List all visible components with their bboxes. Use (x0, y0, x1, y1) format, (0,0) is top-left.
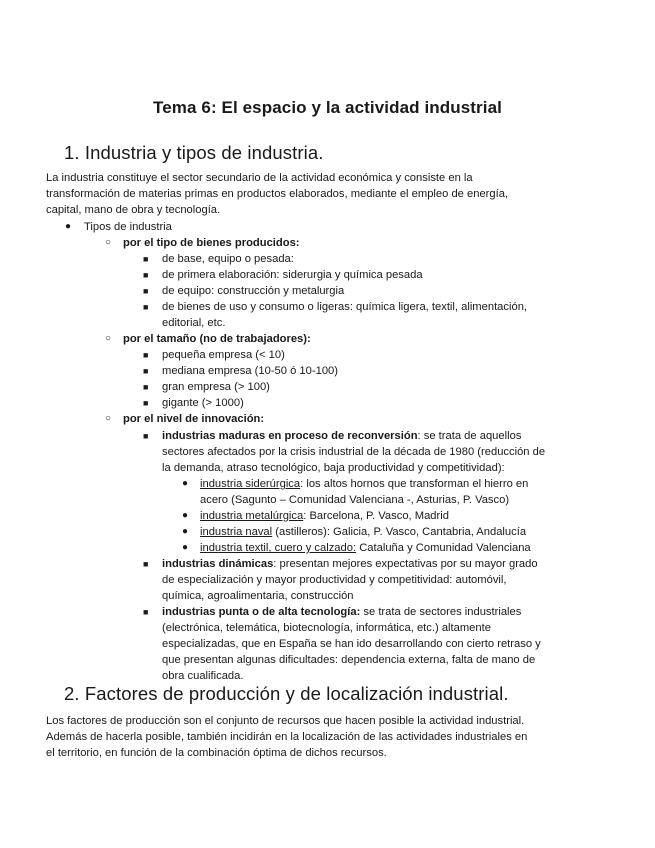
list-item-mature (162, 428, 521, 444)
list-item: de primera elaboración: siderurgia y química pesada (162, 269, 423, 281)
list-item-metalurgica (200, 508, 449, 524)
bullet-circle-icon: ○ (105, 413, 112, 424)
list-item-continuation: que presentan algunas dificultades: dependencia externa, falta de mano de (162, 654, 536, 666)
industry-detail: (astilleros): Galicia, P. Vasco, Cantabria, Andalucía (272, 526, 527, 538)
list-item-tipos: Tipos de industria (84, 221, 172, 233)
list-item-continuation: la demanda, atraso tecnológico, baja productividad y competitividad): (162, 462, 505, 474)
list-item-siderurgica (200, 476, 528, 492)
bullet-disc-icon: ● (65, 221, 72, 232)
bullet-disc-icon: ● (182, 510, 189, 521)
list-item: mediana empresa (10-50 ó 10-100) (162, 365, 338, 377)
intro-line: Además de hacerla posible, también incidirán en la localización de las actividades industriales en (46, 731, 528, 744)
list-item-by-goods: por el tipo de bienes producidos: (123, 237, 300, 249)
industry-name: industria metalúrgica (200, 510, 304, 522)
bullet-square-icon: ■ (143, 382, 149, 392)
intro-line: el territorio, en función de la combinación óptima de dichos recursos. (46, 747, 387, 760)
intro-line: Los factores de producción son el conjunto de recursos que hacen posible la actividad industrial. (46, 715, 525, 727)
bullet-disc-icon: ● (182, 542, 189, 553)
mature-term: industrias maduras en proceso de reconversión (162, 430, 418, 442)
list-item-textil (200, 540, 531, 556)
bullet-circle-icon: ○ (105, 333, 112, 344)
industry-name: industria naval (200, 526, 273, 538)
list-item-dynamic (162, 556, 538, 572)
bullet-disc-icon: ● (182, 478, 189, 489)
list-item: gigante (> 1000) (162, 397, 244, 409)
list-item: gran empresa (> 100) (162, 381, 270, 393)
list-item: pequeña empresa (< 10) (162, 349, 285, 361)
section-2-intro (46, 713, 626, 762)
intro-line: La industria constituye el sector secundario de la actividad económica y consiste en la (46, 172, 473, 184)
document-title: Tema 6: El espacio y la actividad industrial (153, 98, 502, 117)
bullet-square-icon: ■ (143, 302, 149, 312)
bullet-circle-icon: ○ (105, 237, 112, 248)
list-item-by-size: por el tamaño (no de trabajadores): (123, 333, 311, 345)
list-item-continuation: acero (Sagunto – Comunidad Valenciana -, Asturias, P. Vasco) (200, 494, 510, 506)
bullet-square-icon: ■ (143, 286, 149, 296)
intro-line: transformación de materias primas en productos elaborados, mediante el empleo de energía, (46, 188, 509, 201)
hightech-term: industrias punta o de alta tecnología: (162, 606, 361, 618)
section-1-intro (46, 170, 606, 219)
bullet-square-icon: ■ (143, 350, 149, 360)
industry-detail: : Barcelona, P. Vasco, Madrid (303, 510, 449, 522)
industry-name: industria textil, cuero y calzado: (200, 542, 357, 554)
list-item-continuation: (electrónica, telemática, biotecnología, informática, etc.) altamente (162, 622, 491, 634)
list-item-continuation: especializadas, que en España se han ido desarrollando con cierto retraso y (162, 638, 541, 650)
bullet-square-icon: ■ (143, 559, 149, 569)
section-1-heading: 1. Industria y tipos de industria. (64, 142, 324, 163)
list-item: de base, equipo o pesada: (162, 253, 294, 265)
industry-name: industria siderúrgica (200, 478, 301, 490)
intro-line: capital, mano de obra y tecnología. (46, 204, 221, 217)
list-item-continuation: química, agroalimentaria, construcción (162, 590, 354, 602)
dynamic-text: : presentan mejores expectativas por su mayor grado (273, 558, 538, 570)
hightech-text: se trata de sectores industriales (360, 606, 522, 618)
list-item-continuation: editorial, etc. (162, 317, 226, 329)
bullet-square-icon: ■ (143, 607, 149, 617)
list-item-hightech (162, 604, 521, 620)
list-item-continuation: de especialización y mayor productividad y competitividad: automóvil, (162, 574, 507, 586)
mature-text: : se trata de aquellos (417, 430, 522, 442)
bullet-square-icon: ■ (143, 398, 149, 408)
list-item-by-innovation: por el nivel de innovación: (123, 413, 265, 425)
bullet-square-icon: ■ (143, 366, 149, 376)
industry-detail: : los altos hornos que transforman el hierro en (300, 478, 529, 490)
list-item: de bienes de uso y consumo o ligeras: química ligera, textil, alimentación, (162, 301, 528, 313)
bullet-square-icon: ■ (143, 254, 149, 264)
list-item-continuation: sectores afectados por la crisis industrial de la década de 1980 (reducción de (162, 446, 546, 458)
list-item-naval (200, 524, 526, 540)
bullet-disc-icon: ● (182, 526, 189, 537)
section-2-heading: 2. Factores de producción y de localización industrial. (64, 683, 509, 704)
bullet-square-icon: ■ (143, 270, 149, 280)
list-item-continuation: obra cualificada. (162, 670, 244, 682)
list-item: de equipo: construcción y metalurgia (162, 285, 345, 297)
dynamic-term: industrias dinámicas (162, 558, 274, 570)
industry-detail: Cataluña y Comunidad Valenciana (356, 542, 531, 554)
bullet-square-icon: ■ (143, 431, 149, 441)
